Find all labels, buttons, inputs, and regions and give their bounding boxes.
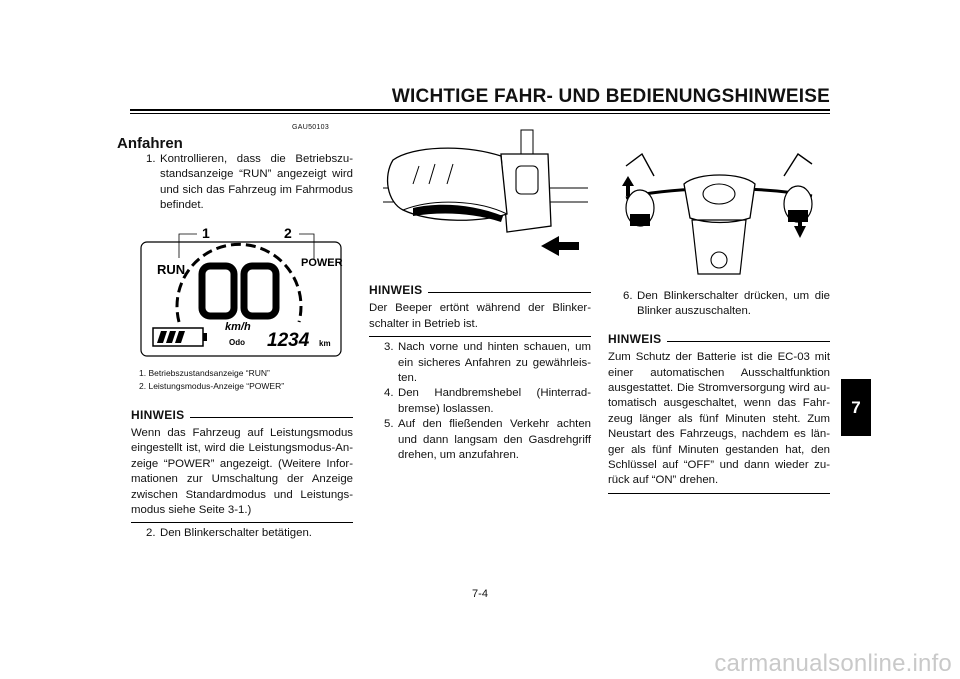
odo-value: 1234	[267, 329, 310, 351]
step-number: 2.	[146, 527, 156, 540]
step-4	[369, 386, 591, 417]
note-text: Der Beeper ertönt während der Blinkerschalter in Betrieb ist.	[369, 302, 591, 330]
step-text: Kontrollieren, dass die Betriebszustandsanzeige “RUN” angezeigt wird und sich das Fahrzeug im Fahrmodus befindet.	[160, 153, 353, 212]
header-rule	[130, 109, 830, 111]
dashboard-display-illustration	[139, 224, 353, 359]
note-block-2	[369, 283, 591, 337]
note-end-rule	[131, 522, 353, 523]
section-title: Anfahren	[117, 135, 183, 152]
column-1	[131, 152, 353, 542]
battery-level-bars	[157, 331, 185, 343]
step-1	[131, 152, 353, 214]
scooter-handlebar-illustration	[612, 146, 830, 286]
page-header-title: WICHTIGE FAHR- UND BEDIENUNGSHINWEISE	[391, 86, 830, 107]
section-code: GAU50103	[292, 124, 330, 131]
step-number: 6.	[623, 290, 633, 302]
speed-arc	[177, 244, 301, 322]
note-block-3	[608, 332, 830, 494]
step-2	[131, 526, 353, 541]
caption-item: 1. Betriebszustandsanzeige “RUN”	[139, 367, 270, 378]
run-indicator: RUN	[157, 261, 186, 277]
dashboard-display-svg	[139, 224, 344, 359]
note-block-1	[131, 408, 353, 524]
step-text: Auf den fließenden Verkehr achten und dann langsam den Gasdrehgriff drehen, um anzufahren.	[398, 418, 591, 462]
step-text: Nach vorne und hinten schauen, um ein sicheres Anfahren zu gewährleisten.	[398, 341, 591, 385]
step-number: 1.	[146, 153, 156, 165]
step-6	[608, 289, 830, 320]
handlebar-brake-illustration	[383, 126, 591, 256]
scooter-front-svg	[612, 146, 827, 286]
step-number: 4.	[384, 387, 394, 400]
column-3	[608, 146, 830, 494]
speed-unit: km/h	[225, 320, 251, 333]
page-number: 7-4	[472, 588, 488, 600]
note-text: Wenn das Fahrzeug auf Leistungsmodus eingestellt ist, wird die Leistungsmodus-Anzeige “POWER” angezeigt. (Weitere Informationen zur Umschaltung der Anzeige zwischen Standardmodus und Leistungsmodus siehe Seite 3-1.)	[131, 427, 353, 517]
note-end-rule	[608, 493, 830, 494]
hand-switch-svg	[383, 126, 588, 256]
headlight	[711, 252, 727, 268]
step-number: 3.	[384, 341, 394, 354]
direction-arrow	[541, 236, 579, 256]
dashboard	[684, 175, 755, 223]
steps-list	[369, 340, 591, 463]
step-text: Den Blinkerschalter drücken, um die Blinker auszuschalten.	[637, 290, 830, 318]
note-label: HINWEIS	[131, 407, 185, 422]
figure-captions	[139, 367, 353, 393]
step-number: 5.	[384, 418, 394, 431]
header-rule-thin	[130, 113, 830, 114]
caption-item: 2. Leistungsmodus-Anzeige “POWER”	[139, 380, 285, 391]
note-text: Zum Schutz der Batterie ist die EC-03 mit einer automatischen Ausschaltfunktion ausgestattet. Die Stromversorgung wird automatisch ausgeschaltet, wenn das Fahrzeug länger als fünf Minuten steht. Zum Neustart des Fahrzeugs, nachdem es länger als fünf Minuten gestanden hat, den Schlüssel auf “OFF” und dann wieder zurück auf “ON” drehen.	[608, 351, 830, 487]
note-label: HINWEIS	[608, 331, 662, 346]
column-2	[369, 126, 591, 463]
odo-unit: km	[319, 338, 331, 348]
callout-2: 2	[284, 224, 292, 241]
scooter-body	[692, 220, 746, 274]
speed-digits	[202, 266, 276, 316]
battery-terminal	[203, 333, 207, 341]
callout-1: 1	[202, 224, 210, 241]
power-indicator: POWER	[301, 256, 343, 269]
chapter-tab: 7	[841, 379, 871, 436]
step-3	[369, 340, 591, 386]
watermark: carmanualsonline.info	[714, 650, 952, 677]
step-text: Den Blinkerschalter betätigen.	[160, 527, 312, 540]
note-end-rule	[369, 336, 591, 337]
step-5	[369, 417, 591, 463]
callout-line-1	[179, 234, 197, 258]
note-label: HINWEIS	[369, 283, 423, 297]
step-text: Den Handbremshebel (Hinterradbremse) loslassen.	[398, 387, 591, 415]
odo-label: Odo	[229, 337, 245, 347]
